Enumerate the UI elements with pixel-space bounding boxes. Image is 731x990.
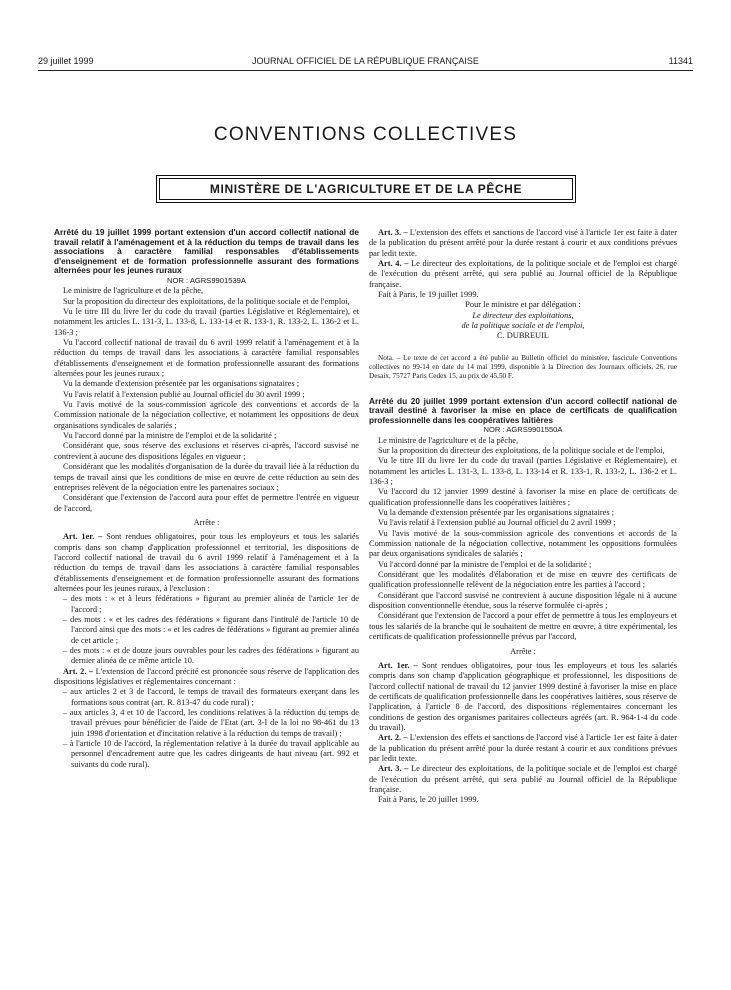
- decree1-para: Le ministre de l'agriculture et de la pêche,: [63, 286, 204, 296]
- decree1-arrete: Arrête :: [193, 517, 220, 527]
- decree2-para: Vu la demande d'extension présentée par les organisations signataires ;: [378, 508, 615, 518]
- decree1-article-3: [369, 228, 677, 259]
- article-label: Art. 1er. –: [378, 660, 418, 670]
- article-label: Art. 2. –: [378, 733, 408, 743]
- article-label: Art. 1er. –: [63, 532, 103, 542]
- article-label: Art. 4. –: [378, 259, 409, 269]
- article-label: Art. 3. –: [378, 228, 408, 237]
- signatory-title: de la politique sociale et de l'emploi,: [461, 321, 585, 331]
- signatory-title: Le directeur des exploitations,: [472, 310, 574, 320]
- page-header: [38, 56, 693, 70]
- decree1-signature-line: Pour le ministre et par délégation :: [465, 300, 581, 310]
- decree2-arrete: Arrête :: [510, 646, 536, 656]
- decree1-title: Arrêté du 19 juillet 1999 portant extension d'un accord collectif national de travail relatif à l'aménagement et à la réduction du temps de travail dans les associations à caractère familial responsables d'établissements d'enseignement et de formation professionnelle assurant des formations alternées pour les jeunes ruraux: [54, 227, 359, 276]
- decree2-para: Considérant que l'extension de l'accord a pour effet de permettre à tous les employeurs et tous les salariés de la branche qui le souhaitent de mettre en œuvre, à titre expérimental, les certificats de qualification professionnelle prévus par l'accord,: [369, 611, 677, 642]
- article-text: L'extension de l'accord précité est prononcée sous réserve de l'application des dispositions législatives et réglementaires concernant :: [54, 666, 359, 687]
- decree2-para: Vu l'avis relatif à l'extension publié au Journal officiel du 2 avril 1999 ;: [378, 518, 616, 528]
- list-item: – à l'article 10 de l'accord, la réglementation relative à la durée du travail applicable au personnel d'encadrement autre que les cadres dirigeants de haut niveau (art. 992 et suivants du code rural).: [63, 739, 359, 769]
- decree1-para: Vu l'avis motivé de la sous-commission agricole des conventions et accords de la Commission nationale de la négociation collective, et notamment les oppositions de deux organisations syndicales de salariés ;: [54, 400, 359, 430]
- decree1-para: Sur la proposition du directeur des exploitations, de la politique sociale et de l'emploi,: [63, 296, 350, 306]
- decree1-art2-list: [54, 687, 359, 770]
- ministry-box: [156, 175, 576, 203]
- decree2-article-3: [369, 764, 677, 795]
- decree2-nor: NOR : AGRS9901550A: [483, 425, 563, 435]
- decree1-para: Considérant que les modalités d'organisation de la durée du travail liée à la réduction du temps de travail ainsi que les conditions de mise en œuvre de cette réduction au sein des entreprises relèvent de la négociation entre les partenaires sociaux ;: [54, 462, 359, 492]
- decree2-article-2: [369, 733, 677, 764]
- article-text: L'extension des effets et sanctions de l'accord visé à l'article 1er est faite à dater de la publication du présent arrêté pour la durée restant à courir et aux conditions prévues par ledit texte.: [369, 228, 677, 258]
- list-item: – des mots : « et à leurs fédérations » figurant au premier alinéa de l'article 1er de l'accord ;: [63, 594, 359, 614]
- article-text: Sont rendues obligatoires, pour tous les employeurs et tous les salariés compris dans son champ d'application professionnel et territorial, les dispositions de l'accord collectif national de travail du 6 avril 1999 relatif à l'aménagement et à la réduction du temps de travail dans les associations à caractère familial responsables d'établissements d'enseignement et de formation professionnelle assurant des formations alternées pour les jeunes ruraux, à l'exclusion :: [54, 532, 359, 593]
- decree1-signatory-name: C. DUBREUIL: [497, 331, 549, 341]
- article-label: Art. 2. –: [63, 666, 94, 676]
- decree1-nor: NOR : AGRS9901539A: [167, 275, 246, 285]
- left-column: [54, 228, 359, 770]
- decree1-para: Considérant que, sous réserve des exclusions et réserves ci-après, l'accord susvisé ne contrevient à aucune des dispositions légales en vigueur ;: [54, 441, 359, 461]
- list-item: – aux articles 3, 4 et 10 de l'accord, les conditions relatives à la réduction du temps de travail prévues pour bénéficier de l'aide de l'Etat (art. 3-I de la loi no 98-461 du 13 juin 1998 d'orientation et d'incitation relative à la réduction du temps de travail) ;: [63, 708, 359, 738]
- decree1-para: Vu la demande d'extension présentée par les organisations signataires ;: [63, 379, 300, 389]
- section-title: CONVENTIONS COLLECTIVES: [213, 124, 518, 145]
- decree2-article-1: [369, 661, 677, 733]
- decree1-signature-line: [369, 311, 677, 321]
- header-rule: [38, 70, 693, 71]
- list-item: – aux articles 2 et 3 de l'accord, le temps de travail des formateurs exerçant dans les formations sous contrat (art. R. 813-47 du code rural) ;: [63, 687, 359, 707]
- decree2-title: Arrêté du 20 juillet 1999 portant extension d'un accord collectif national de travail destiné à favoriser la mise en place de certificats de qualification professionnelle dans les coopératives laitières: [369, 395, 677, 425]
- decree2-para: Vu l'accord du 12 janvier 1999 destiné à favoriser la mise en place de certificats de qualification professionnelle dans les coopératives laitières ;: [369, 487, 677, 507]
- decree2-para: Sur la proposition du directeur des exploitations, de la politique sociale et de l'emploi,: [378, 445, 665, 455]
- ministry-title: MINISTÈRE DE L'AGRICULTURE ET DE LA PÊCHE: [159, 178, 573, 200]
- decree2-para: Vu l'accord donné par la ministre de l'emploi et de la solidarité ;: [378, 559, 592, 569]
- article-text: Le directeur des exploitations, de la politique sociale et de l'emploi est chargé de l'exécution du présent arrêté, qui sera publié au Journal officiel de la République française.: [369, 764, 677, 794]
- article-text: Le directeur des exploitations, de la politique sociale et de l'emploi est chargé de l'exécution du présent arrêté, qui sera publié au Journal officiel de la République française.: [369, 259, 677, 289]
- decree2-para: Le ministre de l'agriculture et de la pêche,: [378, 435, 519, 445]
- decree1-fait: Fait à Paris, le 19 juillet 1999.: [378, 290, 479, 300]
- article-label: Art. 3. –: [378, 764, 409, 774]
- decree1-article-1: [54, 532, 359, 594]
- decree2-fait: Fait à Paris, le 20 juillet 1999.: [378, 795, 479, 805]
- decree1-nota: Nota. – Le texte de cet accord a été publié au Bulletin officiel du ministère, fascicule Conventions collectives no 99-14 en date du 14 mai 1999, disponible à la Direction des Journaux officiels, 26, rue Desaix, 75727 Paris Cedex 15, au prix de 45,50 F.: [369, 353, 677, 380]
- article-text: L'extension des effets et sanctions de l'accord visé à l'article 1er est faite à dater de la publication du présent arrêté pour la durée restant à courir et aux conditions prévues par ledit texte.: [369, 733, 677, 763]
- list-item: – des mots : « et de douze jours ouvrables pour les cadres des fédérations » figurant au dernier alinéa de ce même article 10.: [63, 646, 359, 666]
- decree1-para: Vu l'accord collectif national de travail du 6 avril 1999 relatif à l'aménagement et à la réduction du temps de travail dans les associations à caractère familial responsables d'établissements d'enseignement et de formation professionnelle assurant des formations alternées pour les jeunes ruraux ;: [54, 338, 359, 379]
- decree1-para: Vu l'accord donné par la ministre de l'emploi et de la solidarité ;: [63, 431, 277, 441]
- spacer: [369, 381, 677, 397]
- article-text: Sont rendues obligatoires, pour tous les employeurs et tous les salariés compris dans son champ d'application géographique et professionnel, les dispositions de l'accord collectif national de travail du 12 janvier 1999 destiné à favoriser la mise en place de certificats de qualification professionnelle dans les coopératives laitières, sous réserve de l'application, à l'article 8 de l'accord, des dispositions réglementaires concernant les conditions de gestion des organismes paritaires collecteurs agréés (art. R. 964-1-4 du code du travail).: [369, 660, 677, 732]
- header-page-number: 11341: [668, 56, 693, 66]
- header-date: 29 juillet 1999: [38, 56, 94, 66]
- decree1-para: Considérant que l'extension de l'accord aura pour effet de permettre l'entrée en vigueur de l'accord,: [54, 493, 359, 513]
- decree1-article-2: [54, 667, 359, 688]
- header-journal-title: JOURNAL OFFICIEL DE LA RÉPUBLIQUE FRANÇAISE: [252, 56, 479, 66]
- decree2-para: Considérant que l'accord susvisé ne contrevient à aucune disposition légale ni à aucune disposition conventionnelle étendue, sous la réserve formulée ci-après ;: [369, 590, 677, 611]
- list-item: – des mots : « et les cadres des fédérations » figurant dans l'intitulé de l'article 10 de l'accord ainsi que des mots : « et les cadres de fédérations » figurant au premier alinéa de cet article ;: [63, 614, 359, 645]
- right-column: [369, 228, 677, 806]
- decree2-para: Vu l'avis motivé de la sous-commission agricole des conventions et accords de la Commission nationale de la négociation collective, notamment les oppositions formulées par deux organisations syndicales de salariés ;: [369, 528, 677, 559]
- decree1-para: Vu l'avis relatif à l'extension publié au Journal officiel du 30 avril 1999 ;: [63, 389, 305, 399]
- decree1-signature-line: [369, 321, 677, 331]
- decree2-para: Considérant que les modalités d'élaboration et de mise en œuvre des certificats de qualification professionnelle relèvent de la négociation entre les parties à l'accord ;: [369, 570, 677, 590]
- decree1-article-4: [369, 259, 677, 290]
- decree2-para: Vu le titre III du livre Ier du code du travail (parties Législative et Réglementaire), et notamment les articles L. 131-3, L. 133-8, L. 133-14 et R. 133-1, R. 133-2, L. 136-2 et L. 136-3 ;: [369, 456, 677, 486]
- decree1-art1-list: [54, 594, 359, 666]
- decree1-para: Vu le titre III du livre Ier du code du travail (parties Législative et Réglementaire), et notamment les articles L. 131-3, L. 133-8, L. 133-14 et R. 133-1, R. 133-2, L. 136-2 et L. 136-3 ;: [54, 307, 359, 337]
